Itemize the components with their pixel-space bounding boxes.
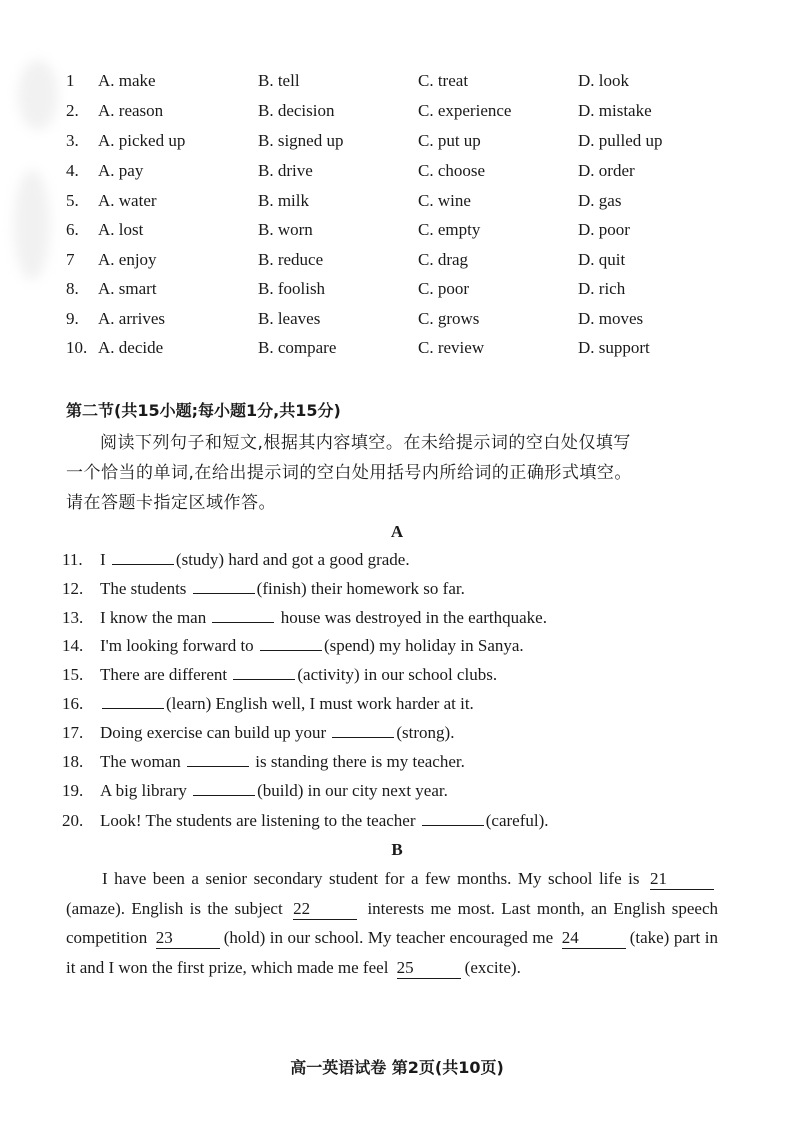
question-number: 1 (66, 71, 75, 90)
sentence-number: 14. (62, 636, 84, 655)
section-title: 第二节(共15小题;每小题1分,共15分) (66, 401, 341, 420)
answer-blank (260, 632, 322, 651)
part-b-label: B (391, 840, 403, 859)
sentence-text: I know the man (100, 608, 211, 627)
question-number: 10. (66, 338, 88, 357)
sentence-number: 16. (62, 694, 84, 713)
option-row (0, 217, 794, 243)
answer-blank (187, 748, 249, 767)
passage-blank: 25 (397, 958, 461, 979)
sentence-item (62, 604, 742, 631)
sentence-item (62, 807, 742, 834)
option-c: C. empty (418, 220, 481, 239)
option-c: C. put up (418, 131, 481, 150)
option-c: C. review (418, 338, 485, 357)
sentence-text: The woman (100, 752, 185, 771)
question-number: 9. (66, 309, 79, 328)
question-number: 7 (66, 250, 75, 269)
option-row (0, 68, 794, 94)
option-a: A. pay (98, 161, 144, 180)
option-a: A. smart (98, 279, 157, 298)
sentence-text: The students (100, 579, 191, 598)
answer-blank (233, 661, 295, 680)
option-row (0, 247, 794, 273)
sentence-item (62, 719, 742, 746)
option-row (0, 158, 794, 184)
section-instructions (66, 428, 726, 518)
sentence-text: Look! The students are listening to the teacher (100, 811, 420, 830)
sentence-text: (learn) English well, I must work harder at it. (166, 694, 474, 713)
instructions-line-2: 一个恰当的单词,在给出提示词的空白处用括号内所给词的正确形式填空。 (66, 463, 632, 483)
passage-text: (hold) in our school. My teacher encouraged me (223, 928, 554, 947)
option-c: C. treat (418, 71, 469, 90)
passage-blank: 21 (650, 869, 714, 890)
question-number: 8. (66, 279, 79, 298)
option-c: C. drag (418, 250, 469, 269)
passage-blank: 24 (562, 928, 626, 949)
option-b: B. foolish (258, 279, 326, 298)
instructions-line-3: 请在答题卡指定区域作答。 (66, 493, 276, 513)
option-b: B. decision (258, 101, 335, 120)
option-a: A. reason (98, 101, 164, 120)
instructions-line-1: 阅读下列句子和短文,根据其内容填空。在未给提示词的空白处仅填写 (100, 433, 631, 453)
passage-blank: 23 (156, 928, 220, 949)
option-row (0, 276, 794, 302)
option-row (0, 306, 794, 332)
sentence-text: (study) hard and got a good grade. (175, 550, 410, 569)
answer-blank (112, 546, 174, 565)
sentence-text: house was destroyed in the earthquake. (276, 608, 547, 627)
sentence-number: 15. (62, 665, 84, 684)
sentence-item (62, 546, 742, 573)
passage-blank: 22 (293, 899, 357, 920)
option-b: B. compare (258, 338, 337, 357)
question-number: 4. (66, 161, 79, 180)
sentence-number: 20. (62, 811, 84, 830)
option-c: C. grows (418, 309, 480, 328)
passage-text: (take) part in it and I won the first prize, which made me feel (66, 928, 718, 977)
sentence-text: A big library (100, 781, 192, 800)
passage-text: I have been a senior secondary student for a few months. My school life is (102, 869, 640, 888)
option-b: B. reduce (258, 250, 324, 269)
sentence-text: (strong). (396, 723, 455, 742)
question-number: 2. (66, 101, 79, 120)
sentence-number: 13. (62, 608, 84, 627)
answer-blank (102, 690, 164, 709)
page-footer: 高一英语试卷 第2页(共10页) (290, 1058, 504, 1077)
sentence-number: 11. (62, 550, 83, 569)
sentence-text: I (100, 550, 110, 569)
option-a: A. water (98, 191, 157, 210)
option-d: D. mistake (578, 101, 652, 120)
sentence-item (62, 690, 742, 717)
passage-text: (amaze). English is the subject (66, 898, 283, 918)
option-d: D. poor (578, 220, 630, 239)
sentence-number: 17. (62, 723, 84, 742)
option-a: A. decide (98, 338, 164, 357)
sentence-item (62, 777, 742, 804)
sentence-item (62, 661, 742, 688)
answer-blank (422, 807, 484, 826)
part-a-label: A (390, 522, 404, 541)
answer-blank (193, 777, 255, 796)
option-row (0, 188, 794, 214)
passage-text: (excite). (464, 957, 521, 977)
option-d: D. order (578, 161, 635, 180)
option-d: D. rich (578, 279, 626, 298)
option-row (0, 128, 794, 154)
option-a: A. picked up (98, 131, 186, 150)
passage-text: interests me most. Last month, an English speech competition (66, 898, 718, 947)
option-b: B. drive (258, 161, 313, 180)
sentence-text: (spend) my holiday in Sanya. (323, 636, 524, 655)
sentence-item (62, 748, 742, 775)
question-number: 5. (66, 191, 79, 210)
option-d: D. moves (578, 309, 644, 328)
option-b: B. signed up (258, 131, 344, 150)
option-d: D. quit (578, 250, 626, 269)
answer-blank (332, 719, 394, 738)
option-c: C. choose (418, 161, 486, 180)
sentence-text: There are different (100, 665, 232, 684)
option-row (0, 335, 794, 361)
answer-blank (193, 575, 255, 594)
sentence-text: (activity) in our school clubs. (297, 665, 498, 684)
sentence-item (62, 632, 742, 659)
sentence-text: (build) in our city next year. (257, 781, 448, 800)
option-d: D. gas (578, 191, 622, 210)
sentence-text: is standing there is my teacher. (250, 752, 465, 771)
sentence-text: (finish) their homework so far. (256, 579, 465, 598)
option-d: D. look (578, 71, 629, 90)
option-d: D. support (578, 338, 650, 357)
sentence-item (62, 575, 742, 602)
sentence-number: 18. (62, 752, 84, 771)
option-c: C. wine (418, 191, 471, 210)
option-row (0, 98, 794, 124)
sentence-text: I'm looking forward to (100, 636, 258, 655)
option-a: A. lost (98, 220, 144, 239)
question-number: 3. (66, 131, 79, 150)
option-c: C. poor (418, 279, 469, 298)
question-number: 6. (66, 220, 79, 239)
option-d: D. pulled up (578, 131, 663, 150)
option-a: A. enjoy (98, 250, 157, 269)
sentence-text: Doing exercise can build up your (100, 723, 331, 742)
option-b: B. tell (258, 71, 300, 90)
option-a: A. make (98, 71, 156, 90)
sentence-number: 12. (62, 579, 84, 598)
option-c: C. experience (418, 101, 512, 120)
sentence-number: 19. (62, 781, 84, 800)
option-a: A. arrives (98, 309, 166, 328)
option-b: B. leaves (258, 309, 321, 328)
option-b: B. milk (258, 191, 310, 210)
answer-blank (212, 604, 274, 623)
sentence-text: (careful). (485, 811, 549, 830)
passage-b (66, 864, 718, 982)
option-b: B. worn (258, 220, 313, 239)
